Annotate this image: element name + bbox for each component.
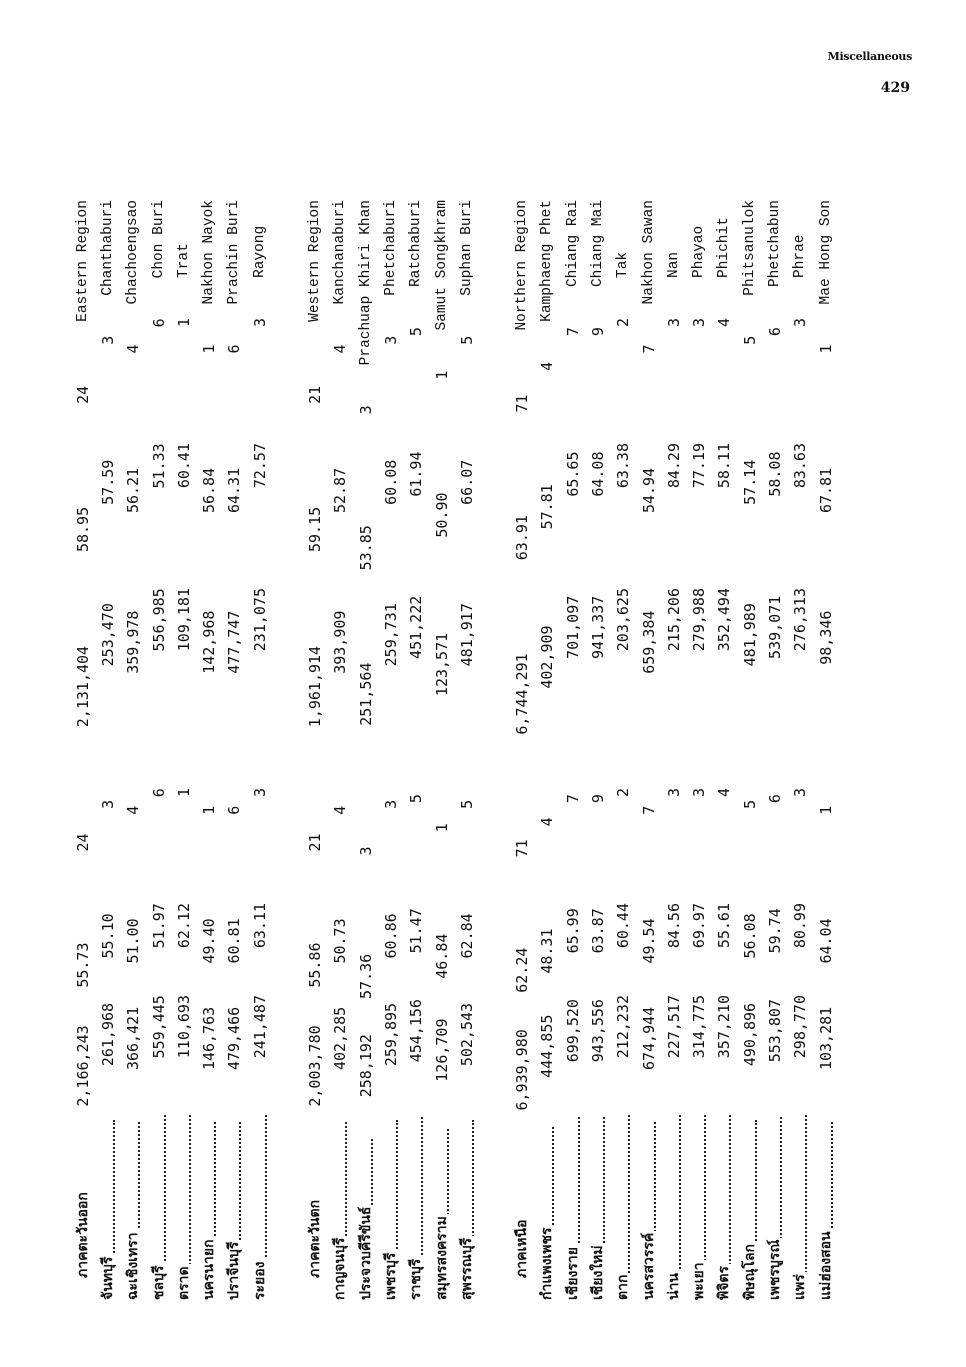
population-total-a: 6,939,980 bbox=[513, 1029, 532, 1111]
thai-label: พิจิตร bbox=[716, 1265, 733, 1300]
thai-name bbox=[764, 1117, 786, 1300]
population-total-a: 126,709 bbox=[432, 1018, 451, 1082]
percentage-a: 65.99 bbox=[563, 908, 582, 954]
thai-label: เพชรบุรี bbox=[382, 1252, 399, 1300]
percentage-b: 72.57 bbox=[250, 443, 269, 489]
province-row bbox=[95, 200, 120, 1300]
population-total-b: 6,744,291 bbox=[513, 653, 532, 735]
percentage-a: 60.81 bbox=[225, 918, 244, 964]
thai-label: จันทบุรี bbox=[99, 1256, 116, 1300]
percentage-b: 53.85 bbox=[356, 525, 375, 571]
province-row bbox=[121, 200, 146, 1300]
percentage-b: 61.94 bbox=[407, 451, 426, 497]
english-name: Northern Region bbox=[514, 200, 531, 331]
population-total-a: 227,517 bbox=[664, 995, 683, 1059]
population-total-b: 1,961,914 bbox=[306, 645, 325, 728]
seats-a: 4 bbox=[331, 805, 350, 815]
population-total-a: 314,775 bbox=[690, 995, 709, 1059]
population-total-b: 251,564 bbox=[356, 662, 375, 726]
population-total-b: 451,222 bbox=[407, 595, 426, 659]
seats-b: 21 bbox=[306, 385, 325, 404]
english-name: Nan bbox=[665, 251, 682, 278]
percentage-b: 64.31 bbox=[225, 467, 244, 514]
thai-name bbox=[431, 1129, 453, 1300]
seats-b: 2 bbox=[614, 318, 633, 328]
thai-name bbox=[713, 1115, 735, 1300]
seats-a: 6 bbox=[225, 805, 244, 815]
percentage-a: 55.61 bbox=[715, 903, 734, 949]
population-total-b: 279,988 bbox=[690, 588, 709, 652]
population-total-a: 298,770 bbox=[791, 995, 810, 1059]
thai-label: พะเยา bbox=[691, 1262, 708, 1300]
province-row bbox=[636, 200, 661, 1300]
seats-b: 3 bbox=[664, 318, 683, 328]
thai-name bbox=[789, 1115, 811, 1300]
population-total-a: 444,855 bbox=[538, 1014, 557, 1078]
province-row bbox=[328, 200, 353, 1300]
thai-label: แพร่ bbox=[792, 1274, 809, 1300]
percentage-b: 67.81 bbox=[816, 467, 835, 514]
english-name: Chiang Mai bbox=[589, 200, 606, 288]
thai-name bbox=[148, 1115, 170, 1300]
percentage-b: 58.95 bbox=[73, 506, 92, 553]
seats-a: 3 bbox=[98, 799, 117, 809]
population-total-a: 258,192 bbox=[356, 1034, 375, 1098]
population-total-a: 2,003,780 bbox=[306, 1025, 325, 1107]
percentage-b: 51.33 bbox=[149, 443, 168, 489]
population-total-b: 402,909 bbox=[538, 625, 557, 689]
thai-name bbox=[638, 1122, 660, 1300]
percentage-a: 55.73 bbox=[73, 942, 92, 988]
percentage-b: 60.41 bbox=[174, 443, 193, 489]
percentage-a: 84.56 bbox=[664, 903, 683, 949]
seats-b: 6 bbox=[766, 327, 785, 337]
english-name: Phichit bbox=[716, 217, 733, 278]
thai-label: สมุทรสงคราม bbox=[433, 1216, 450, 1300]
seats-a: 1 bbox=[816, 805, 835, 815]
population-total-b: 539,071 bbox=[766, 595, 785, 659]
seats-a: 4 bbox=[538, 817, 557, 827]
thai-name bbox=[739, 1120, 761, 1300]
percentage-b: 65.65 bbox=[563, 451, 582, 497]
english-name: Phetchabun bbox=[767, 200, 784, 288]
region-row bbox=[70, 200, 95, 1300]
seats-a: 3 bbox=[356, 846, 375, 856]
percentage-a: 55.86 bbox=[306, 942, 325, 988]
seats-a: 7 bbox=[563, 794, 582, 804]
thai-name bbox=[562, 1117, 584, 1300]
thai-name bbox=[355, 1139, 377, 1300]
seats-a: 1 bbox=[174, 788, 193, 798]
population-total-a: 454,156 bbox=[407, 999, 426, 1063]
percentage-b: 63.38 bbox=[614, 443, 633, 489]
percentage-b: 57.81 bbox=[538, 484, 557, 530]
population-total-b: 359,978 bbox=[124, 610, 143, 674]
population-total-a: 943,556 bbox=[588, 999, 607, 1063]
thai-name bbox=[249, 1115, 271, 1300]
thai-name bbox=[72, 1133, 94, 1300]
thai-label: เชียงราย bbox=[564, 1247, 581, 1300]
percentage-a: 62.24 bbox=[513, 947, 532, 993]
english-name: Kanchanaburi bbox=[332, 200, 349, 305]
seats-b: 1 bbox=[816, 344, 835, 354]
seats-a: 7 bbox=[639, 805, 658, 815]
thai-label: ปราจีนบุรี bbox=[226, 1241, 243, 1300]
seats-b: 4 bbox=[715, 318, 734, 328]
region-row bbox=[509, 200, 534, 1300]
seats-a: 5 bbox=[457, 799, 476, 809]
rotated-table bbox=[70, 200, 835, 1300]
percentage-a: 55.10 bbox=[98, 913, 117, 959]
thai-name bbox=[456, 1120, 478, 1300]
population-total-b: 2,131,404 bbox=[73, 645, 92, 728]
seats-a: 9 bbox=[588, 794, 607, 804]
percentage-b: 58.11 bbox=[715, 443, 734, 489]
seats-a: 71 bbox=[513, 839, 532, 858]
population-total-a: 559,445 bbox=[149, 995, 168, 1059]
thai-name bbox=[612, 1115, 634, 1300]
thai-name bbox=[587, 1117, 609, 1300]
thai-label: ชลบุรี bbox=[150, 1265, 167, 1300]
english-name: Phitsanulok bbox=[741, 200, 758, 296]
english-name: Mae Hong Son bbox=[817, 200, 834, 305]
population-total-b: 231,075 bbox=[250, 588, 269, 652]
percentage-a: 50.73 bbox=[331, 918, 350, 964]
province-row bbox=[171, 200, 196, 1300]
province-row bbox=[788, 200, 813, 1300]
province-row bbox=[535, 200, 560, 1300]
percentage-a: 63.87 bbox=[588, 908, 607, 954]
seats-a: 2 bbox=[614, 788, 633, 798]
percentage-a: 51.97 bbox=[149, 903, 168, 949]
seats-b: 3 bbox=[250, 318, 269, 328]
english-name: Prachin Buri bbox=[226, 200, 243, 305]
seats-a: 1 bbox=[200, 805, 219, 815]
percentage-b: 56.84 bbox=[200, 467, 219, 514]
english-name: Chanthaburi bbox=[99, 200, 116, 296]
province-row bbox=[247, 200, 272, 1300]
thai-label: ภาคตะวันออก bbox=[75, 1190, 91, 1300]
seats-b: 6 bbox=[149, 318, 168, 328]
percentage-a: 51.47 bbox=[407, 908, 426, 954]
english-name: Western Region bbox=[307, 200, 324, 322]
percentage-a: 63.11 bbox=[250, 903, 269, 949]
province-row bbox=[222, 200, 247, 1300]
thai-label: ตราด bbox=[175, 1266, 192, 1300]
thai-label: ระยอง bbox=[251, 1261, 268, 1300]
population-total-b: 123,571 bbox=[432, 632, 451, 697]
thai-label: กำแพงเพชร bbox=[539, 1227, 556, 1300]
thai-name bbox=[511, 1136, 533, 1300]
seats-b: 3 bbox=[381, 335, 400, 345]
seats-a: 5 bbox=[740, 799, 759, 809]
section-title: Miscellaneous bbox=[827, 50, 912, 63]
province-row bbox=[560, 200, 585, 1300]
thai-label: นครสวรรค์ bbox=[640, 1232, 657, 1300]
seats-a: 24 bbox=[73, 833, 92, 852]
thai-name bbox=[122, 1122, 144, 1300]
percentage-b: 77.19 bbox=[690, 443, 709, 489]
province-row bbox=[429, 200, 454, 1300]
thai-label: ประจวบคีรีขันธ์ bbox=[357, 1206, 374, 1300]
seats-a: 3 bbox=[250, 788, 269, 798]
seats-b: 24 bbox=[73, 385, 92, 404]
province-row bbox=[146, 200, 171, 1300]
population-total-b: 109,181 bbox=[174, 588, 193, 652]
percentage-b: 66.07 bbox=[457, 459, 476, 505]
thai-label: แม่ฮ่องสอน bbox=[817, 1231, 834, 1300]
population-total-b: 253,470 bbox=[98, 603, 117, 667]
population-total-b: 215,206 bbox=[664, 588, 683, 652]
thai-label: นครนายก bbox=[201, 1239, 218, 1300]
province-row bbox=[585, 200, 610, 1300]
thai-name bbox=[223, 1122, 245, 1300]
percentage-a: 69.97 bbox=[690, 903, 709, 949]
page-number: 429 bbox=[880, 80, 910, 96]
percentage-a: 49.40 bbox=[200, 918, 219, 964]
thai-label: ภาคเหนือ bbox=[514, 1218, 530, 1300]
province-row bbox=[353, 200, 378, 1300]
percentage-b: 54.94 bbox=[639, 467, 658, 514]
thai-name bbox=[663, 1115, 685, 1300]
thai-label: เชียงใหม่ bbox=[589, 1245, 606, 1300]
english-name: Prachuap Khiri Khan bbox=[357, 200, 374, 366]
population-total-a: 261,968 bbox=[98, 1002, 117, 1067]
population-total-a: 357,210 bbox=[715, 995, 734, 1059]
seats-a: 4 bbox=[715, 788, 734, 798]
percentage-a: 59.74 bbox=[766, 908, 785, 954]
population-total-a: 674,944 bbox=[639, 1006, 658, 1071]
percentage-b: 64.08 bbox=[588, 451, 607, 497]
percentage-a: 62.84 bbox=[457, 913, 476, 959]
thai-label: กาญจนบุรี bbox=[332, 1237, 349, 1300]
thai-label: ภาคตะวันตก bbox=[307, 1198, 323, 1300]
thai-name bbox=[815, 1122, 837, 1300]
population-total-a: 553,807 bbox=[766, 999, 785, 1063]
seats-a: 6 bbox=[766, 794, 785, 804]
english-name: Ratchaburi bbox=[408, 200, 425, 288]
population-total-a: 241,487 bbox=[250, 995, 269, 1059]
percentage-a: 60.86 bbox=[381, 913, 400, 959]
thai-name bbox=[536, 1127, 558, 1300]
population-total-b: 276,313 bbox=[791, 588, 810, 652]
seats-a: 5 bbox=[407, 794, 426, 804]
thai-name bbox=[380, 1120, 402, 1300]
percentage-a: 46.84 bbox=[432, 933, 451, 979]
population-total-b: 203,625 bbox=[614, 588, 633, 652]
english-name: Trat bbox=[175, 243, 192, 278]
seats-b: 5 bbox=[407, 327, 426, 337]
thai-label: น่าน bbox=[665, 1272, 682, 1300]
percentage-b: 56.21 bbox=[124, 467, 143, 514]
seats-b: 1 bbox=[200, 344, 219, 354]
percentage-a: 51.00 bbox=[124, 918, 143, 964]
population-total-a: 502,543 bbox=[457, 1002, 476, 1067]
seats-b: 3 bbox=[690, 318, 709, 328]
percentage-b: 50.90 bbox=[432, 492, 451, 538]
province-row bbox=[454, 200, 479, 1300]
percentage-b: 58.08 bbox=[766, 451, 785, 497]
english-name: Nakhon Sawan bbox=[640, 200, 657, 305]
percentage-b: 59.15 bbox=[306, 506, 325, 553]
population-total-b: 481,989 bbox=[740, 603, 759, 667]
seats-b: 3 bbox=[98, 335, 117, 345]
english-name: Eastern Region bbox=[74, 200, 91, 322]
population-total-b: 701,097 bbox=[563, 595, 582, 659]
thai-name bbox=[173, 1115, 195, 1300]
province-row bbox=[813, 200, 838, 1300]
group-spacer bbox=[272, 200, 302, 1300]
english-name: Rayong bbox=[251, 225, 268, 278]
english-name: Tak bbox=[615, 251, 632, 278]
seats-b: 5 bbox=[457, 335, 476, 345]
english-name: Phayao bbox=[691, 225, 708, 278]
percentage-b: 57.14 bbox=[740, 459, 759, 505]
seats-b: 71 bbox=[513, 394, 532, 413]
percentage-a: 60.44 bbox=[614, 903, 633, 949]
thai-name bbox=[198, 1122, 220, 1300]
population-total-b: 481,917 bbox=[457, 603, 476, 667]
population-total-b: 477,747 bbox=[225, 610, 244, 674]
province-row bbox=[611, 200, 636, 1300]
thai-name bbox=[405, 1117, 427, 1300]
seats-a: 21 bbox=[306, 833, 325, 852]
seats-b: 6 bbox=[225, 344, 244, 354]
province-row bbox=[661, 200, 686, 1300]
population-total-a: 699,520 bbox=[563, 999, 582, 1063]
percentage-b: 57.59 bbox=[98, 459, 117, 505]
seats-a: 6 bbox=[149, 788, 168, 798]
province-row bbox=[737, 200, 762, 1300]
english-name: Suphan Buri bbox=[458, 200, 475, 296]
population-total-a: 110,693 bbox=[174, 995, 193, 1059]
english-name: Kamphaeng Phet bbox=[539, 200, 556, 322]
percentage-a: 49.54 bbox=[639, 918, 658, 964]
region-row bbox=[302, 200, 327, 1300]
thai-label: พิษณุโลก bbox=[741, 1243, 758, 1300]
seats-b: 5 bbox=[740, 335, 759, 345]
seats-a: 4 bbox=[124, 805, 143, 815]
percentage-b: 63.91 bbox=[513, 515, 532, 561]
seats-a: 3 bbox=[791, 788, 810, 798]
population-total-a: 490,896 bbox=[740, 1002, 759, 1067]
english-name: Chon Buri bbox=[150, 200, 167, 279]
percentage-a: 57.36 bbox=[356, 953, 375, 999]
percentage-a: 56.08 bbox=[740, 913, 759, 959]
percentage-b: 60.08 bbox=[381, 459, 400, 505]
seats-a: 3 bbox=[381, 799, 400, 809]
seats-b: 4 bbox=[331, 344, 350, 354]
seats-b: 7 bbox=[639, 344, 658, 354]
population-total-b: 142,968 bbox=[200, 610, 219, 674]
thai-name bbox=[97, 1120, 119, 1300]
population-total-b: 941,337 bbox=[588, 595, 607, 659]
percentage-b: 83.63 bbox=[791, 443, 810, 489]
seats-a: 3 bbox=[664, 788, 683, 798]
thai-label: ฉะเชิงเทรา bbox=[125, 1232, 142, 1300]
thai-name bbox=[304, 1133, 326, 1300]
population-total-b: 659,384 bbox=[639, 610, 658, 674]
seats-b: 3 bbox=[356, 405, 375, 415]
seats-b: 1 bbox=[432, 370, 451, 380]
population-total-b: 393,909 bbox=[331, 610, 350, 674]
population-total-a: 479,466 bbox=[225, 1006, 244, 1071]
english-name: Phetchaburi bbox=[382, 200, 399, 296]
province-row bbox=[404, 200, 429, 1300]
percentage-a: 80.99 bbox=[791, 903, 810, 949]
population-total-a: 212,232 bbox=[614, 995, 633, 1059]
population-total-b: 352,494 bbox=[715, 588, 734, 652]
seats-b: 4 bbox=[538, 361, 557, 371]
thai-name bbox=[329, 1122, 351, 1300]
percentage-a: 64.04 bbox=[816, 918, 835, 964]
english-name: Chachoengsao bbox=[125, 200, 142, 305]
province-row bbox=[378, 200, 403, 1300]
thai-label: ตาก bbox=[615, 1274, 632, 1300]
percentage-b: 52.87 bbox=[331, 467, 350, 514]
population-total-a: 2,166,243 bbox=[73, 1025, 92, 1107]
population-total-a: 259,895 bbox=[381, 1002, 400, 1067]
percentage-a: 48.31 bbox=[538, 928, 557, 974]
percentage-a: 62.12 bbox=[174, 903, 193, 949]
population-total-a: 146,763 bbox=[200, 1006, 219, 1071]
province-row bbox=[687, 200, 712, 1300]
population-total-a: 103,281 bbox=[816, 1006, 835, 1071]
province-row bbox=[196, 200, 221, 1300]
seats-b: 3 bbox=[791, 318, 810, 328]
group-spacer bbox=[479, 200, 509, 1300]
population-total-a: 366,421 bbox=[124, 1006, 143, 1071]
seats-b: 7 bbox=[563, 327, 582, 337]
seats-a: 1 bbox=[432, 823, 451, 833]
seats-b: 1 bbox=[174, 318, 193, 328]
thai-label: สุพรรณบุรี bbox=[458, 1237, 475, 1300]
population-total-b: 259,731 bbox=[381, 603, 400, 667]
seats-b: 4 bbox=[124, 344, 143, 354]
population-total-b: 556,985 bbox=[149, 588, 168, 652]
english-name: Nakhon Nayok bbox=[201, 200, 218, 305]
thai-label: ราชบุรี bbox=[408, 1258, 425, 1300]
province-row bbox=[762, 200, 787, 1300]
seats-a: 3 bbox=[690, 788, 709, 798]
percentage-b: 84.29 bbox=[664, 443, 683, 489]
english-name: Samut Songkhram bbox=[433, 200, 450, 331]
english-name: Chiang Rai bbox=[564, 200, 581, 288]
province-row bbox=[712, 200, 737, 1300]
population-total-a: 402,285 bbox=[331, 1006, 350, 1071]
seats-b: 9 bbox=[588, 327, 607, 337]
thai-label: เพชรบูรณ์ bbox=[767, 1239, 784, 1300]
population-total-b: 98,346 bbox=[816, 610, 835, 665]
thai-name bbox=[688, 1115, 710, 1300]
english-name: Phrae bbox=[792, 234, 809, 278]
